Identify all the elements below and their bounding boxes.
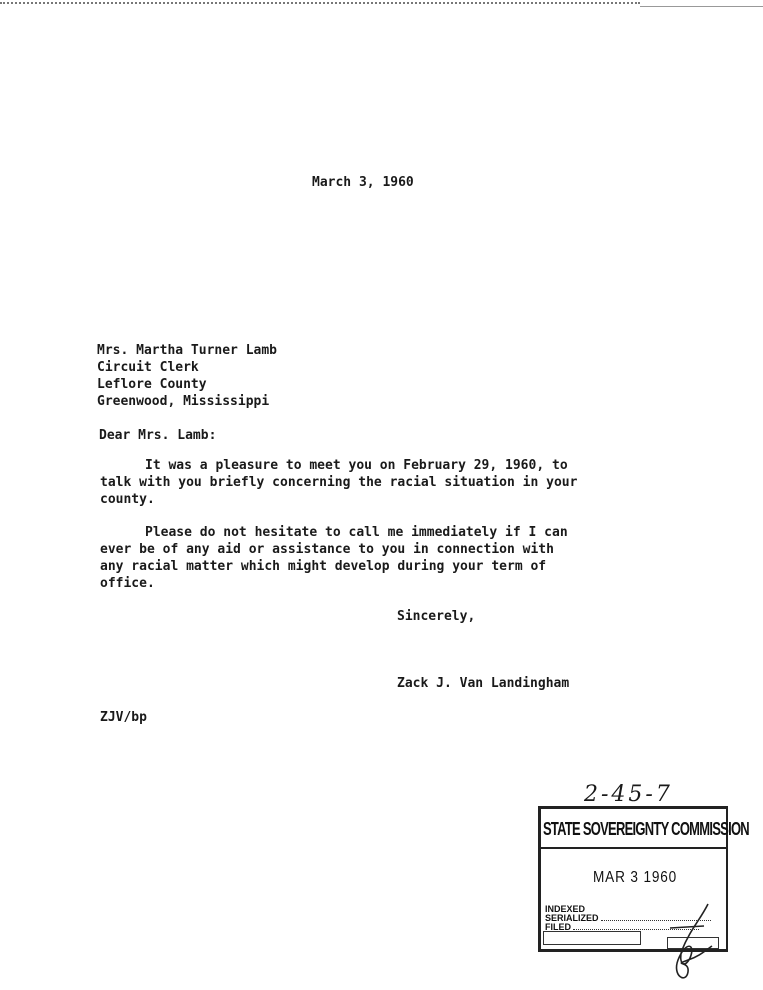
scan-edge-rule-right bbox=[640, 6, 763, 7]
stamp-field-label: INDEXED bbox=[545, 904, 586, 914]
paragraph-1-line: county. bbox=[100, 492, 155, 507]
address-line: Mrs. Martha Turner Lamb bbox=[97, 343, 278, 358]
stamp-box bbox=[543, 931, 641, 945]
stamp-date: MAR 3 1960 bbox=[593, 869, 678, 886]
stamp-field-label: SERIALIZED bbox=[545, 913, 599, 923]
signer-name: Zack J. Van Landingham bbox=[397, 676, 570, 691]
paragraph-2-line: office. bbox=[100, 576, 155, 591]
paragraph-1-line: It was a pleasure to meet you on February 29, 1960, to bbox=[145, 458, 568, 473]
salutation: Dear Mrs. Lamb: bbox=[99, 428, 217, 443]
stamp-agency-name: STATE SOVEREIGNTY COMMISSION bbox=[543, 819, 749, 839]
letter-date: March 3, 1960 bbox=[312, 175, 414, 190]
handwritten-initials-mark bbox=[660, 900, 720, 988]
handwritten-file-number: 2-45-7 bbox=[584, 782, 673, 807]
initials-stroke bbox=[677, 904, 712, 978]
stamp-header bbox=[541, 809, 749, 849]
paragraph-2-line: any racial matter which might develop during your term of bbox=[100, 559, 547, 574]
closing: Sincerely, bbox=[397, 609, 476, 624]
typist-initials: ZJV/bp bbox=[100, 710, 147, 725]
paragraph-2-line: Please do not hesitate to call me immediately if I can bbox=[145, 525, 568, 540]
address-line: Leflore County bbox=[97, 377, 207, 392]
stamp-field-label: FILED bbox=[545, 922, 571, 932]
initials-stroke bbox=[670, 926, 704, 928]
address-line: Circuit Clerk bbox=[97, 360, 199, 375]
scan-edge-rule bbox=[0, 2, 640, 4]
address-line: Greenwood, Mississippi bbox=[97, 394, 270, 409]
paragraph-2-line: ever be of any aid or assistance to you in connection with bbox=[100, 542, 554, 557]
paragraph-1-line: talk with you briefly concerning the racial situation in your bbox=[100, 475, 578, 490]
